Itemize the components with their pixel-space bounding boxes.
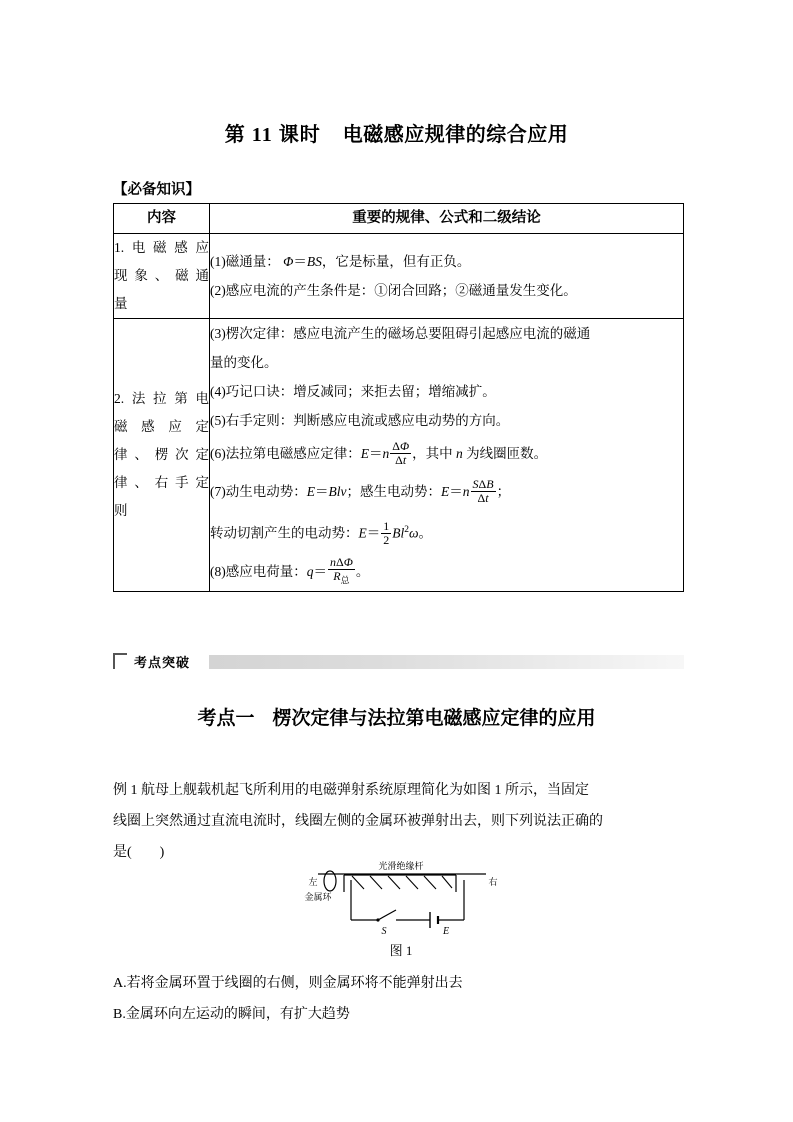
- table-header-content: 内容: [114, 204, 210, 234]
- rule-item: (7)动生电动势：E＝Blv；感生电动势：E＝n $\frac{\text{SΔB}}{\Delta t}$ ；: [210, 477, 511, 506]
- rules-cell-2: [210, 319, 684, 592]
- option-a: A.若将金属环置于线圈的右侧，则金属环将不能弹射出去: [113, 976, 463, 991]
- right-label: 右: [488, 877, 498, 887]
- rule-item: 量的变化。: [210, 355, 278, 370]
- rule-item: (4)巧记口诀：增反减同；来拒去留；增缩减扩。: [210, 384, 496, 399]
- rule-item: (1)磁通量： Φ＝BS，它是标量，但有正负。: [210, 254, 471, 269]
- switch-lever: [378, 910, 396, 920]
- topic-line: 律、楞次定: [114, 446, 209, 462]
- topic-line: 磁感应定: [114, 418, 209, 434]
- topic-line: 律、右手定: [114, 474, 209, 490]
- coil-windings: [352, 876, 452, 889]
- title-name: 电磁感应规律的综合应用: [342, 124, 569, 146]
- section-heading-text: 楞次定律与法拉第电磁感应定律的应用: [272, 708, 596, 729]
- section-heading: [0, 703, 793, 730]
- example-line: 线圈上突然通过直流电流时，线圈左侧的金属环被弹射出去，则下列说法正确的: [113, 814, 603, 829]
- banner-gradient-bar: [209, 655, 684, 669]
- rod-label: 光滑绝缘杆: [378, 861, 424, 871]
- left-label: 左: [308, 877, 318, 887]
- metal-ring-label: 金属环: [304, 892, 332, 902]
- example-line: 是( ): [113, 845, 165, 860]
- example-line: 例 1 航母上舰载机起飞所利用的电磁弹射系统原理简化为如图 1 所示，当固定: [113, 783, 589, 798]
- table-header-rules: 重要的规律、公式和二级结论: [210, 204, 684, 234]
- option-b: B.金属环向左运动的瞬间，有扩大趋势: [113, 1007, 350, 1022]
- corner-bracket-icon: [113, 653, 127, 669]
- rule-item: (8)感应电荷量：q＝ $\frac{\text{nΔΦ}}{R_总}$ 。: [210, 555, 370, 586]
- topic-line: 现象、磁通: [114, 268, 209, 283]
- topic-line: 则: [114, 502, 128, 518]
- topic-cell-1: [114, 234, 210, 319]
- topic-line: 量: [114, 296, 128, 311]
- title-lesson: 第 11 课时: [224, 124, 321, 146]
- answer-options: [113, 968, 688, 1030]
- section-banner-label: 考点突破: [134, 655, 191, 670]
- battery-label: E: [442, 926, 450, 937]
- rule-item: (3)楞次定律：感应电流产生的磁场总要阻碍引起感应电流的磁通: [210, 326, 591, 341]
- knowledge-table: [113, 203, 684, 592]
- topic-cell-2: [114, 319, 210, 592]
- rule-item: (6)法拉第电磁感应定律：E＝n $\frac{\Delta\Phi}{\Delta t}$ ，其中 n 为线圈匝数。: [210, 439, 548, 468]
- table-header-row: [114, 204, 684, 234]
- switch-pivot: [376, 918, 379, 921]
- rules-cell-1: [210, 234, 684, 319]
- required-knowledge-label: 【必备知识】: [113, 182, 200, 198]
- section-banner: [113, 652, 684, 674]
- figure-caption: 图 1: [389, 943, 413, 958]
- table-row: [114, 234, 684, 319]
- table-row: [114, 319, 684, 592]
- section-heading-number: 考点一: [197, 708, 255, 729]
- rule-item: (5)右手定则：判断感应电流或感应电动势的方向。: [210, 413, 510, 428]
- topic-line: 2.法拉第电: [114, 390, 209, 406]
- topic-line: 1.电磁感应: [114, 240, 209, 255]
- rule-item: (2)感应电流的产生条件是：①闭合回路；②磁通量发生变化。: [210, 283, 577, 298]
- example-question: [113, 775, 688, 868]
- rule-item: 转动切割产生的电动势：E＝ $\frac{1}{2}$ Bl$^2$ω。: [210, 518, 433, 547]
- page-title: [0, 118, 793, 147]
- switch-label: S: [381, 926, 387, 937]
